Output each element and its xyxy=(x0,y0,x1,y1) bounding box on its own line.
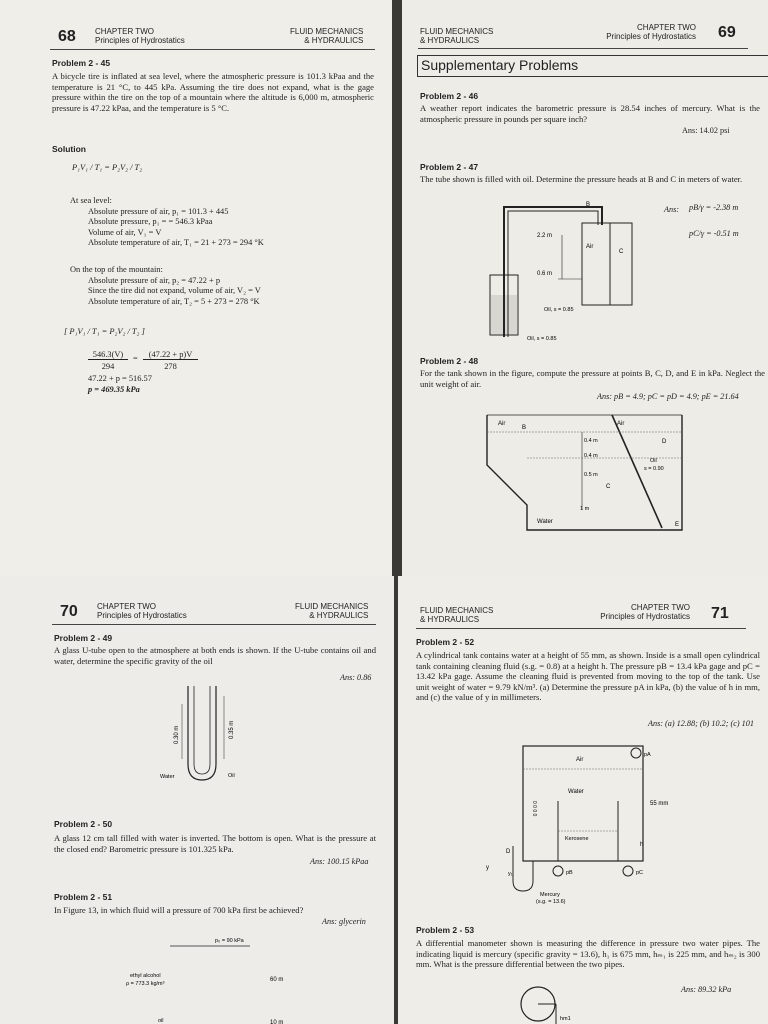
svg-text:B: B xyxy=(522,425,527,431)
problem-46-answer: Ans: 14.02 psi xyxy=(682,126,730,135)
problem-51-title: Problem 2 - 51 xyxy=(54,892,113,902)
book-header: FLUID MECHANICS & HYDRAULICS xyxy=(295,602,369,620)
svg-text:y: y xyxy=(486,865,489,871)
svg-text:1 m: 1 m xyxy=(580,506,590,512)
svg-text:0.5 m: 0.5 m xyxy=(584,472,598,478)
svg-text:0 0 0 0: 0 0 0 0 xyxy=(531,801,537,817)
problem-51-text: In Figure 13, in which fluid will a pressure of 700 kPa first be achieved? xyxy=(54,905,304,915)
problem-53-figure xyxy=(508,980,598,1024)
header-rule xyxy=(50,49,375,50)
svg-text:0.4 m: 0.4 m xyxy=(584,453,598,459)
svg-text:E: E xyxy=(675,522,680,528)
mountain-label: On the top of the mountain: xyxy=(70,265,163,274)
page-number: 71 xyxy=(711,605,729,622)
problem-49-answer: Ans: 0.86 xyxy=(340,673,372,682)
problem-text: A bicycle tire is inflated at sea level, where the atmospheric pressure is 101.3 kPaa and the temperature is 21 °C, to 445 kPa. Assuming the tire does not expand, what is the gage pressure within the tire on the top of a mountain where the altitude is 6,000 m, atmospheric pressure is 47.22 kPaa, and the temperature is 5 °C. xyxy=(52,71,374,113)
svg-text:C: C xyxy=(606,484,611,490)
svg-text:ethyl alcohol: ethyl alcohol xyxy=(130,973,161,979)
equation-gas-law: P₁V₁ / T₁ = P₂V₂ / T₂ xyxy=(72,163,143,172)
svg-text:oil: oil xyxy=(158,1018,164,1024)
page-number: 70 xyxy=(60,603,78,620)
sea-level-label: At sea level: xyxy=(70,196,112,205)
page-68: 68 CHAPTER TWO Principles of Hydrostatics FLUID MECHANICS & HYDRAULICS Problem 2 - 45 A bicycle tire is inflated at sea level, where the atmospheric pressure is 101.3 kPaa and the temperature is 21 °C, to 445 kPa. Assuming the tire does not expand, what is the gage pressure within the tire on the top of a mountain where the altitude is 6,000 m, atmospheric pressure is 47.22 kPaa, and the temperature is 5 °C. Solution P₁V₁ / T₁ = P₂V₂ / T₂ At sea level: Absolute pressure of air, p₁ = 101.3 + 445 Absolute pressure, p₁ = = 546.3 kPaa Volume of air, V₁ = V Absolute temperature of air, T₁ = 21 + 273 = 294 °K On the top of the mountain: Absolute pressure of air, p₂ = 47.22 + p Since the tire did not expand, volume of air, V₂ = V Absolute temperature of air, T₂ = 5 + 273 = 278 °K [ P₁V₁ / T₁ = P₂V₂ / T₂ ] 546.3(V) 294 = (47.22 + p)V 278 47.22 + p = 516.57 p = 469.35 kPa xyxy=(0,0,392,582)
page-69 xyxy=(402,0,768,582)
book-header: FLUID MECHANICS & HYDRAULICS xyxy=(290,27,364,45)
problem-49-figure xyxy=(140,684,250,789)
mountain-lines: Absolute pressure of air, p₂ = 47.22 + p Since the tire did not expand, volume of air, V₂ = V Absolute temperature of air, T₂ = 5 + 273 = 278 °K xyxy=(88,276,261,306)
problem-47-figure xyxy=(482,195,662,350)
svg-text:2.2 m: 2.2 m xyxy=(537,233,553,239)
problem-48-figure xyxy=(482,410,692,535)
svg-text:pB: pB xyxy=(566,870,573,876)
svg-text:C: C xyxy=(619,249,624,255)
problem-47-answer-label: Ans: xyxy=(664,205,680,214)
svg-text:0.6 m: 0.6 m xyxy=(537,271,553,277)
problem-47-title: Problem 2 - 47 xyxy=(420,162,479,172)
equation-bracketed: [ P₁V₁ / T₁ = P₂V₂ / T₂ ] xyxy=(64,327,145,336)
svg-text:Oil: Oil xyxy=(650,458,657,464)
problem-48-text: For the tank shown in the figure, compute the pressure at points B, C, D, and E in kPa. Neglect the unit weight of air. xyxy=(420,368,765,389)
problem-48-answer: Ans: pB = 4.9; pC = pD = 4.9; pE = 21.64 xyxy=(597,392,739,401)
chapter-header: CHAPTER TWO Principles of Hydrostatics xyxy=(600,603,690,621)
equation-result-1: 47.22 + p = 516.57 xyxy=(88,374,152,383)
problem-53-title: Problem 2 - 53 xyxy=(416,925,475,935)
svg-text:s = 0.90: s = 0.90 xyxy=(644,466,664,472)
problem-51-figure xyxy=(110,932,310,1024)
svg-text:Mercury: Mercury xyxy=(540,892,560,898)
svg-text:Air: Air xyxy=(586,244,594,250)
svg-text:Air: Air xyxy=(498,421,506,427)
problem-52-title: Problem 2 - 52 xyxy=(416,637,475,647)
solution-label: Solution xyxy=(52,144,86,154)
page-71 xyxy=(398,576,768,1024)
problem-53-text: A differential manometer shown is measuring the difference in pressure two water pipes. The indicating liquid is mercury (specific gravity = 13.6), h₁ is 675 mm, hₘ₁ is 225 mm, and hₘ₂ is 300 mm. What is the pressure differential between the two pipes. xyxy=(416,938,760,970)
svg-text:D: D xyxy=(662,439,667,445)
page-70 xyxy=(0,576,394,1024)
svg-text:Kerosene: Kerosene xyxy=(565,836,589,842)
svg-text:y₁: y₁ xyxy=(508,871,513,877)
problem-47-answer-c: pC/γ = -0.51 m xyxy=(689,229,739,238)
svg-text:hm1: hm1 xyxy=(560,1016,571,1022)
problem-52-answer: Ans: (a) 12.88; (b) 10.2; (c) 101 xyxy=(648,719,754,728)
svg-text:(s.g. = 13.6): (s.g. = 13.6) xyxy=(536,899,566,905)
book-header: FLUID MECHANICS & HYDRAULICS xyxy=(420,27,494,45)
page-number: 68 xyxy=(58,28,76,45)
book-header: FLUID MECHANICS & HYDRAULICS xyxy=(420,606,494,624)
problem-title: Problem 2 - 45 xyxy=(52,58,111,68)
chapter-header: CHAPTER TWO Principles of Hydrostatics xyxy=(95,27,185,45)
problem-50-title: Problem 2 - 50 xyxy=(54,819,113,829)
svg-text:Water: Water xyxy=(160,774,175,780)
chapter-header: CHAPTER TWO Principles of Hydrostatics xyxy=(97,602,187,620)
svg-text:Air: Air xyxy=(576,757,584,763)
problem-46-title: Problem 2 - 46 xyxy=(420,91,479,101)
svg-text:Oil: Oil xyxy=(228,773,235,779)
problem-52-text: A cylindrical tank contains water at a height of 55 mm, as shown. Inside is a small open cylindrical tank containing cleaning fluid (s.g. = 0.8) at a height h. The pressure pB = 13.4 kPa gage and pC = 13.42 kPa gage. Assume the cleaning fluid is prevented from moving to the top of the tank. Use unit weight of water = 9.79 kN/m³. (a) Determine the pressure pA in kPa, (b) the value of h in mm, and (c) the value of y in millimeters. xyxy=(416,650,760,703)
svg-text:Water: Water xyxy=(568,789,584,795)
svg-text:D: D xyxy=(506,849,511,855)
problem-52-figure xyxy=(468,741,683,906)
chapter-header: CHAPTER TWO Principles of Hydrostatics xyxy=(606,23,696,41)
problem-48-title: Problem 2 - 48 xyxy=(420,356,479,366)
page-number: 69 xyxy=(718,24,736,41)
svg-text:10 m: 10 m xyxy=(270,1020,284,1024)
section-title: Supplementary Problems xyxy=(421,57,579,73)
svg-text:h: h xyxy=(640,842,644,848)
svg-text:0.35 m: 0.35 m xyxy=(229,720,235,739)
problem-46-text: A weather report indicates the barometric pressure is 28.54 inches of mercury. What is the atmospheric pressure in pounds per square inch? xyxy=(420,103,760,124)
header-rule xyxy=(416,628,746,629)
svg-text:55 mm: 55 mm xyxy=(650,801,669,807)
header-rule xyxy=(52,624,376,625)
svg-text:60 m: 60 m xyxy=(270,977,284,983)
problem-47-text: The tube shown is filled with oil. Determine the pressure heads at B and C in meters of water. xyxy=(420,174,743,184)
problem-47-answer-b: pB/γ = -2.38 m xyxy=(689,203,739,212)
problem-53-answer: Ans: 89.32 kPa xyxy=(681,985,732,994)
svg-text:Oil, s = 0.85: Oil, s = 0.85 xyxy=(544,307,574,313)
svg-text:B: B xyxy=(586,202,591,208)
header-rule xyxy=(418,48,748,49)
svg-text:Air: Air xyxy=(617,421,625,427)
equation-result-final: p = 469.35 kPa xyxy=(88,385,140,394)
problem-51-answer: Ans: glycerin xyxy=(322,917,366,926)
problem-49-text: A glass U-tube open to the atmosphere at both ends is shown. If the U-tube contains oil and water, determine the specific gravity of the oil xyxy=(54,645,376,666)
svg-text:Water: Water xyxy=(537,519,553,525)
svg-text:pC: pC xyxy=(636,870,644,876)
sea-level-lines: Absolute pressure of air, p₁ = 101.3 + 445 Absolute pressure, p₁ = = 546.3 kPaa Volume of air, V₁ = V Absolute temperature of air, T₁ = 21 + 273 = 294 °K xyxy=(88,207,264,248)
problem-49-title: Problem 2 - 49 xyxy=(54,633,113,643)
problem-50-answer: Ans: 100.15 kPaa xyxy=(310,857,369,866)
svg-text:0.4 m: 0.4 m xyxy=(584,438,598,444)
problem-50-text: A glass 12 cm tall filled with water is inverted. The bottom is open. What is the pressure at the closed end? Barometric pressure is 101.325 kPa. xyxy=(54,833,376,854)
svg-text:pA: pA xyxy=(644,752,651,758)
svg-text:Oil, s = 0.85: Oil, s = 0.85 xyxy=(527,336,557,342)
svg-text:ρ = 773.3 kg/m³: ρ = 773.3 kg/m³ xyxy=(126,981,165,987)
svg-text:0.30 m: 0.30 m xyxy=(174,725,180,744)
svg-text:p₀ = 90 kPa: p₀ = 90 kPa xyxy=(215,938,244,944)
